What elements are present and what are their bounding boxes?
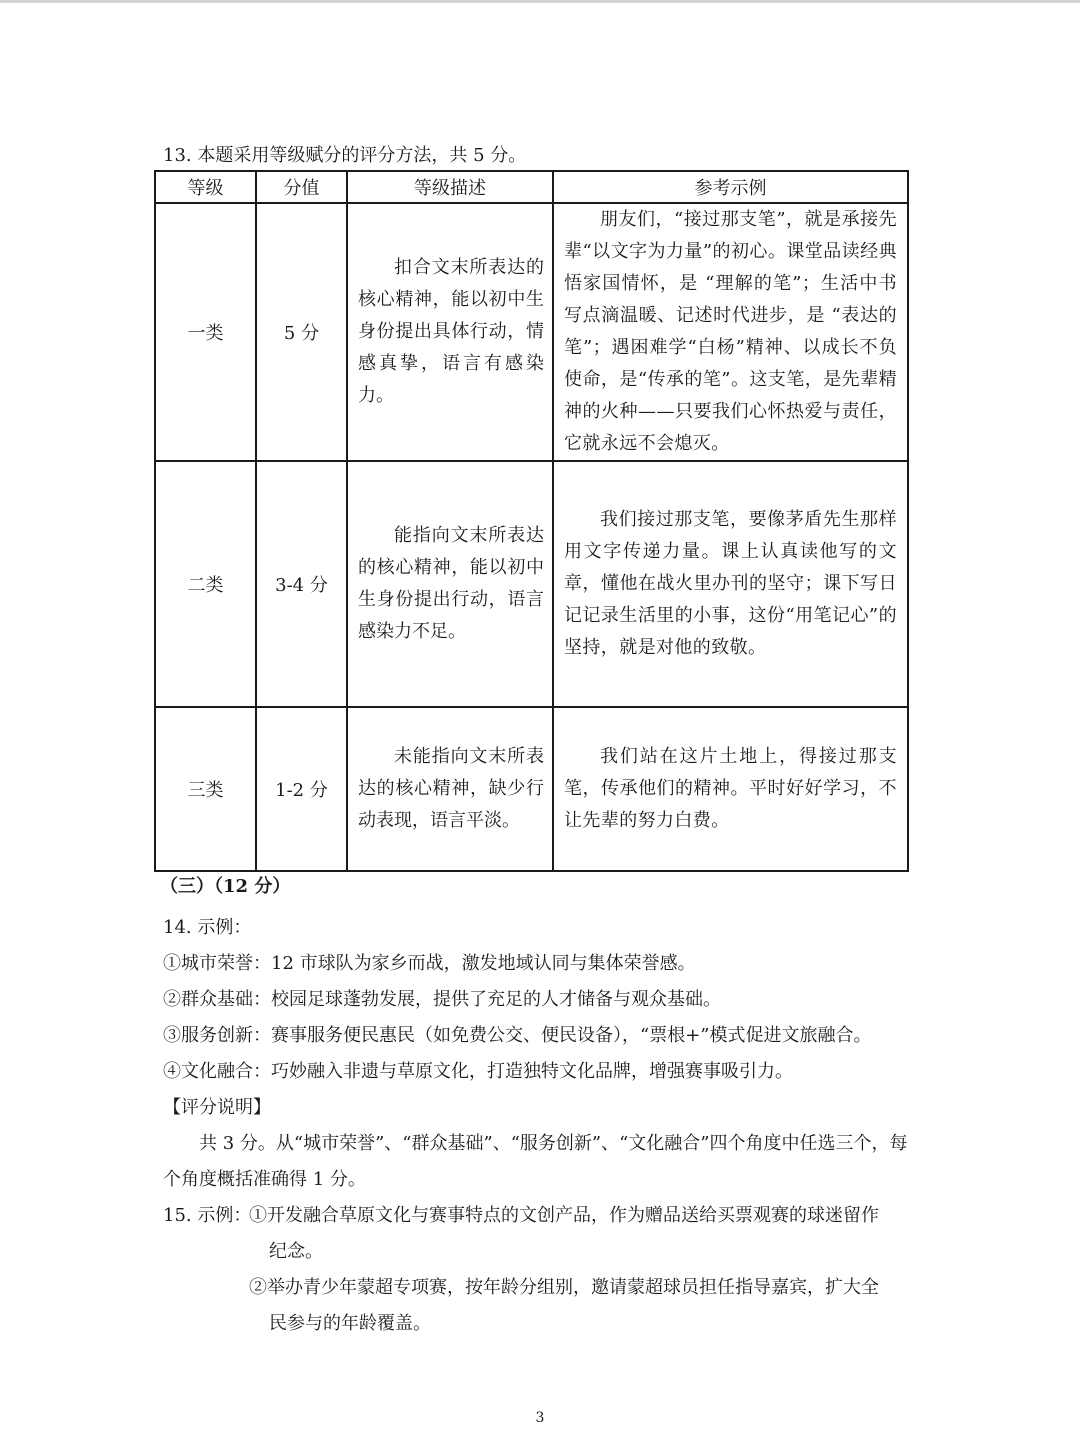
question-14 [163, 910, 920, 1198]
level-cell: 一类 [155, 203, 256, 461]
header-description: 等级描述 [347, 171, 553, 203]
level-cell: 二类 [155, 461, 256, 706]
section-3-heading: （三）（12 分） [160, 876, 291, 897]
score-cell: 5 分 [256, 203, 347, 461]
top-border [0, 0, 1080, 3]
answer-point: ②群众基础：校园足球蓬勃发展，提供了充足的人才储备与观众基础。 [163, 989, 721, 1010]
grading-table [154, 170, 909, 872]
description-text: 能指向文末所表达的核心精神，能以初中生身份提出行动，语言感染力不足。 [358, 525, 544, 643]
table-row [155, 461, 908, 706]
header-example: 参考示例 [553, 171, 908, 203]
score-cell: 1-2 分 [256, 707, 347, 871]
header-level: 等级 [155, 171, 256, 203]
question-15-label: 15. 示例： [163, 1205, 252, 1226]
score-cell: 3-4 分 [256, 461, 347, 706]
question-13-heading: 13. 本题采用等级赋分的评分方法，共 5 分。 [163, 145, 527, 166]
answer-item-1: ①开发融合草原文化与赛事特点的文创产品，作为赠品送给买票观赛的球迷留作 [249, 1205, 879, 1226]
page-number: 3 [535, 1410, 545, 1426]
table-row [155, 203, 908, 461]
answer-item-2: ②举办青少年蒙超专项赛，按年龄分组别，邀请蒙超球员担任指导嘉宾，扩大全 [249, 1277, 879, 1298]
answer-item-2-cont: 民参与的年龄覆盖。 [269, 1313, 431, 1334]
example-cell [553, 461, 908, 706]
answer-point: ①城市荣誉：12 市球队为家乡而战，激发地域认同与集体荣誉感。 [163, 953, 696, 974]
answer-item-1-cont: 纪念。 [269, 1241, 323, 1262]
level-cell: 三类 [155, 707, 256, 871]
question-14-label: 14. 示例： [163, 917, 252, 938]
question-15 [163, 1198, 920, 1342]
description-cell [347, 203, 553, 461]
example-text: 朋友们，“接过那支笔”，就是承接先辈“以文字为力量”的初心。课堂品读经典悟家国情怀，是 “理解的笔”；生活中书写点滴温暖、记述时代进步，是 “表达的笔”；遇困难学“白杨”精神、以成长不负使命，是“传承的笔”。这支笔，是先辈精神的火种——只要我们心怀热爱与责任，它就永远不会熄灭。 [564, 209, 897, 455]
example-cell [553, 707, 908, 871]
description-text: 扣合文末所表达的核心精神，能以初中生身份提出具体行动，情感真挚，语言有感染力。 [358, 257, 544, 407]
answer-point: ④文化融合：巧妙融入非遗与草原文化，打造独特文化品牌，增强赛事吸引力。 [163, 1061, 793, 1082]
scoring-text: 共 3 分。从“城市荣誉”、“群众基础”、“服务创新”、“文化融合”四个角度中任选三个，每个角度概括准确得 1 分。 [163, 1133, 908, 1190]
example-text: 我们站在这片土地上，得接过那支笔，传承他们的精神。平时好好学习，不让先辈的努力白费。 [564, 745, 897, 831]
description-cell [347, 461, 553, 706]
header-score: 分值 [256, 171, 347, 203]
scoring-title: 【评分说明】 [163, 1097, 271, 1118]
table-header-row [155, 171, 908, 203]
answer-point: ③服务创新：赛事服务便民惠民（如免费公交、便民设备），“票根+”模式促进文旅融合。 [163, 1025, 872, 1046]
description-cell [347, 707, 553, 871]
example-text: 我们接过那支笔，要像茅盾先生那样用文字传递力量。课上认真读他写的文章，懂他在战火里办刊的坚守；课下写日记记录生活里的小事，这份“用笔记心”的坚持，就是对他的致敬。 [564, 509, 897, 659]
example-cell [553, 203, 908, 461]
description-text: 未能指向文末所表达的核心精神，缺少行动表现，语言平淡。 [358, 745, 544, 831]
table-row [155, 707, 908, 871]
